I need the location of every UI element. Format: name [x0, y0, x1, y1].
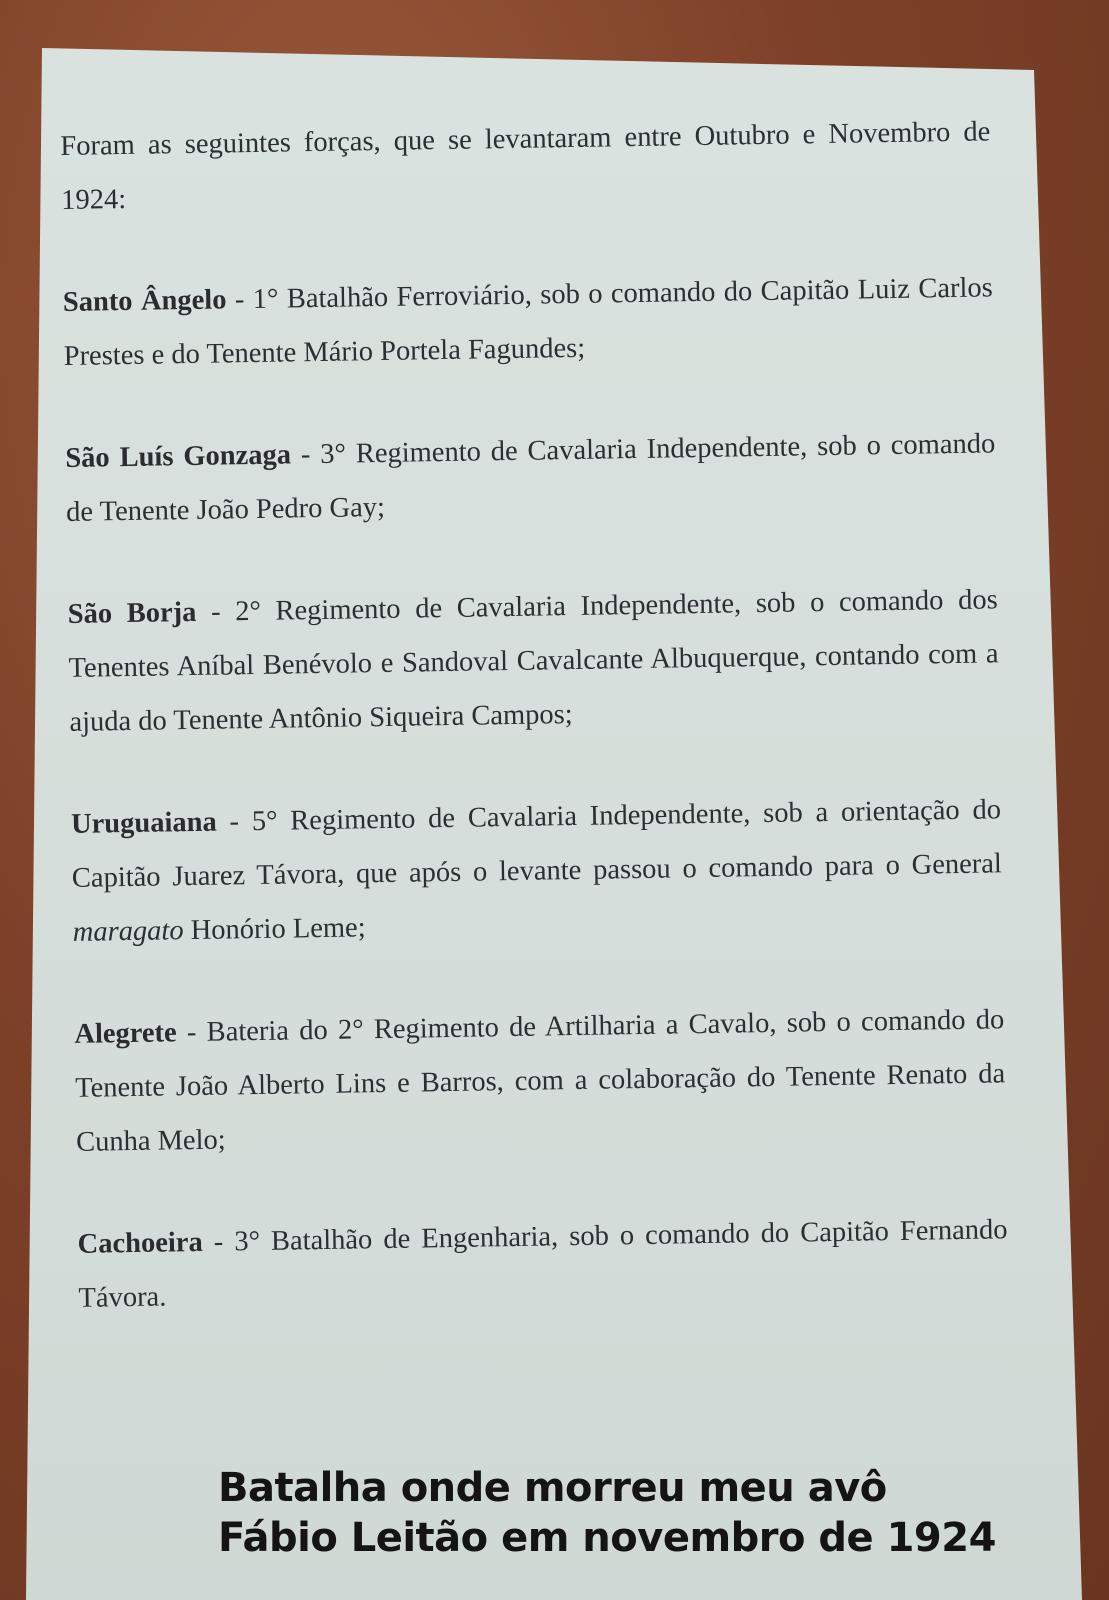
caption-line-1: Batalha onde morreu meu avô	[218, 1465, 887, 1511]
document-text	[60, 105, 1010, 1373]
intro-paragraph: Foram as seguintes forças, que se levantaram entre Outubro e Novembro de 1924:	[60, 116, 991, 216]
entry-place: São Borja	[67, 596, 197, 630]
caption-line-2: Fábio Leitão em novembro de 1924	[218, 1515, 996, 1561]
entry-sao-borja: São Borja - 2° Regimento de Cavalaria Independente, sob o comando dos Tenentes Aníbal Benévolo e Sandoval Cavalcante Albuquerque, contando com a ajuda do Tenente Antônio Siqueira Campos;	[67, 584, 999, 738]
entry-place: Uruguaiana	[70, 806, 217, 840]
entry-place: São Luís Gonzaga	[65, 439, 292, 474]
entry-text: 5° Regimento de Cavalaria Independente, sob a orientação do Capitão Juarez Távora, que após o levante passou o comando para o General	[71, 794, 1003, 894]
entry-place: Cachoeira	[77, 1226, 203, 1260]
entry-text: Bateria do 2° Regimento de Artilharia a Cavalo, sob o comando do Tenente João Alberto Lins e Barros, com a colaboração do Tenente Renato da Cunha Melo;	[74, 1004, 1006, 1158]
entry-text: 3° Batalhão de Engenharia, sob o comando do Capitão Fernando Távora.	[78, 1214, 1008, 1314]
entry-italic-word: maragato	[72, 915, 184, 948]
entry-santo-angelo: Santo Ângelo - 1° Batalhão Ferroviário, sob o comando do Capitão Luiz Carlos Prestes e do Tenente Mário Portela Fagundes;	[62, 272, 993, 372]
entry-cachoeira: Cachoeira - 3° Batalhão de Engenharia, sob o comando do Capitão Fernando Távora.	[77, 1214, 1008, 1314]
entry-sao-luis-gonzaga: São Luís Gonzaga - 3° Regimento de Cavalaria Independente, sob o comando de Tenente João Pedro Gay;	[65, 428, 996, 528]
entry-alegrete: Alegrete - Bateria do 2° Regimento de Artilharia a Cavalo, sob o comando do Tenente João Alberto Lins e Barros, com a colaboração do Tenente Renato da Cunha Melo;	[74, 1004, 1006, 1158]
entry-text: 2° Regimento de Cavalaria Independente, sob o comando dos Tenentes Aníbal Benévolo e Sandoval Cavalcante Albuquerque, contando com a ajuda do Tenente Antônio Siqueira Campos;	[68, 584, 999, 738]
entry-text: 1° Batalhão Ferroviário, sob o comando do Capitão Luiz Carlos Prestes e do Tenente Mário Portela Fagundes;	[63, 272, 993, 372]
entry-place: Alegrete	[74, 1017, 177, 1050]
entry-place: Santo Ângelo	[62, 284, 227, 318]
entry-text-end: Honório Leme;	[183, 912, 366, 947]
entry-uruguaiana: Uruguaiana - 5° Regimento de Cavalaria Independente, sob a orientação do Capitão Juarez Távora, que após o levante passou o comando para o General maragato Honório Leme;	[70, 794, 1003, 948]
photo-caption	[218, 1463, 996, 1563]
entry-text: 3° Regimento de Cavalaria Independente, sob o comando de Tenente João Pedro Gay;	[65, 428, 996, 528]
